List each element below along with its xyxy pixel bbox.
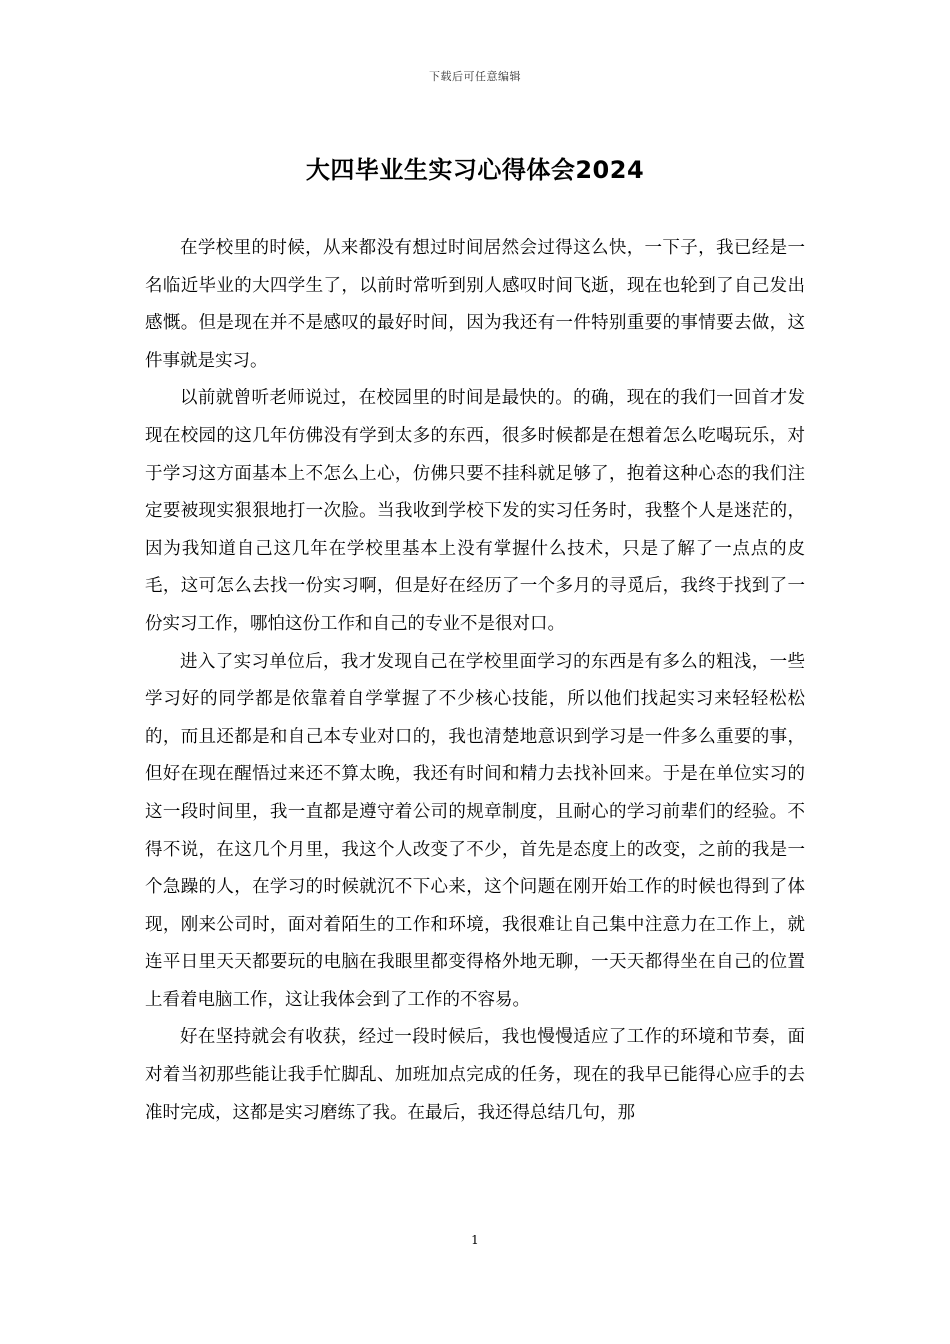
header-note: 下载后可任意编辑 (429, 70, 521, 83)
document-title: 大四毕业生实习心得体会2024 (305, 156, 645, 184)
paragraph-3: 进入了实习单位后，我才发现自己在学校里面学习的东西是有多么的粗浅，一些学习好的同学都是依靠着自学掌握了不少核心技能，所以他们找起实习来轻轻松松的，而且还都是和自己本专业对口的，我也清楚地意识到学习是一件多么重要的事，但好在现在醒悟过来还不算太晚，我还有时间和精力去找补回来。于是在单位实习的这一段时间里，我一直都是遵守着公司的规章制度，且耐心的学习前辈们的经验。不得不说，在这几个月里，我这个人改变了不少，首先是态度上的改变，之前的我是一个急躁的人，在学习的时候就沉不下心来，这个问题在刚开始工作的时候也得到了体现，刚来公司时，面对着陌生的工作和环境，我很难让自己集中注意力在工作上，就连平日里天天都要玩的电脑在我眼里都变得格外地无聊，一天天都得坐在自己的位置上看着电脑工作，这让我体会到了工作的不容易。 (145, 651, 805, 1010)
document-body (145, 230, 805, 1132)
paragraph-2: 以前就曾听老师说过，在校园里的时间是最快的。的确，现在的我们一回首才发现在校园的这几年仿佛没有学到太多的东西，很多时候都是在想着怎么吃喝玩乐，对于学习这方面基本上不怎么上心，仿佛只要不挂科就足够了，抱着这种心态的我们注定要被现实狠狠地打一次脸。当我收到学校下发的实习任务时，我整个人是迷茫的，因为我知道自己这几年在学校里基本上没有掌握什么技术，只是了解了一点点的皮毛，这可怎么去找一份实习啊，但是好在经历了一个多月的寻觅后，我终于找到了一份实习工作，哪怕这份工作和自己的专业不是很对口。 (145, 388, 805, 634)
paragraph-1: 在学校里的时候，从来都没有想过时间居然会过得这么快，一下子，我已经是一名临近毕业的大四学生了，以前时常听到别人感叹时间飞逝，现在也轮到了自己发出感慨。但是现在并不是感叹的最好时间，因为我还有一件特别重要的事情要去做，这件事就是实习。 (145, 238, 805, 371)
paragraph-4: 好在坚持就会有收获，经过一段时候后，我也慢慢适应了工作的环境和节奏，面对着当初那些能让我手忙脚乱、加班加点完成的任务，现在的我早已能得心应手的去准时完成，这都是实习磨练了我。在最后，我还得总结几句，那 (145, 1027, 805, 1123)
page-number: 1 (471, 1233, 479, 1247)
